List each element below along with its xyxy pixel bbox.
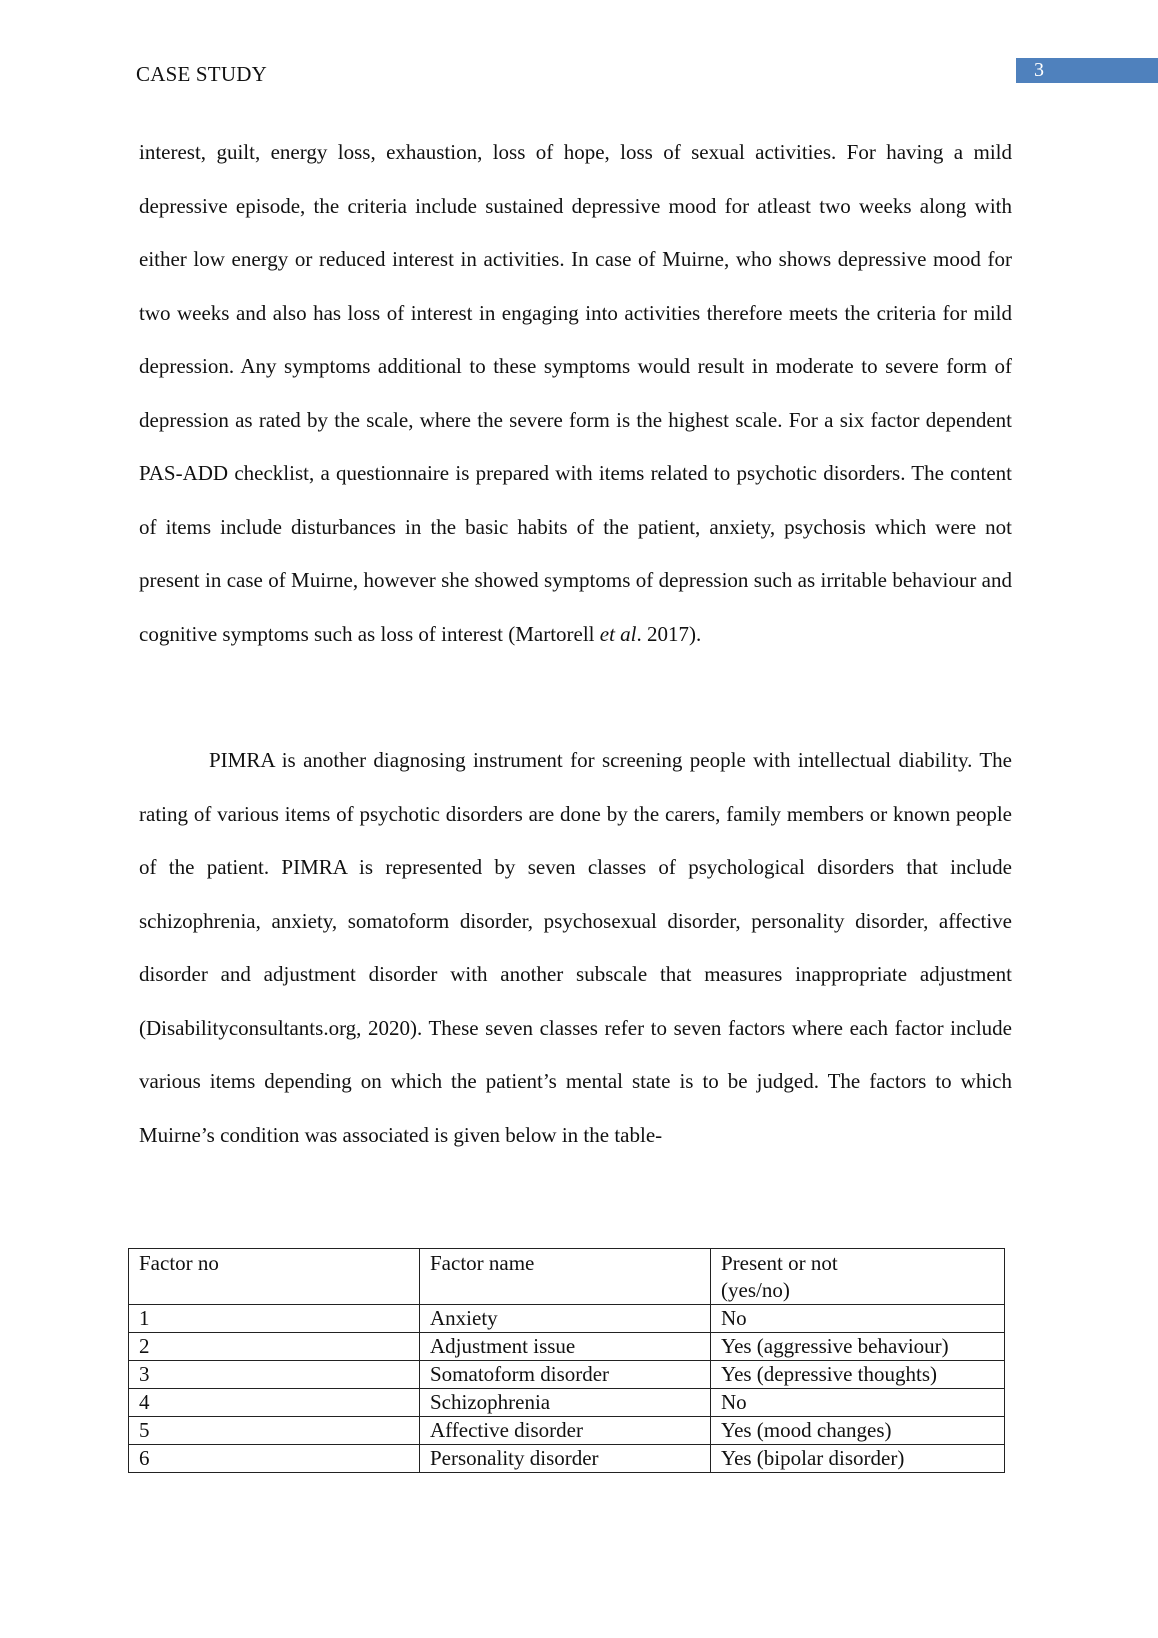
cell-present: Yes (mood changes) (711, 1417, 1005, 1445)
page-number-badge: 3 (1016, 58, 1158, 83)
cell-factor-no: 5 (129, 1417, 420, 1445)
paragraph-1-end: . 2017). (636, 621, 702, 646)
cell-factor-name: Personality disorder (420, 1445, 711, 1473)
cell-factor-no: 2 (129, 1333, 420, 1361)
header-factor-no: Factor no (129, 1249, 420, 1305)
table-row (129, 1417, 1005, 1445)
running-header-title: CASE STUDY (136, 62, 267, 86)
cell-factor-no: 6 (129, 1445, 420, 1473)
table-row (129, 1305, 1005, 1333)
cell-factor-no: 4 (129, 1389, 420, 1417)
cell-factor-name: Affective disorder (420, 1417, 711, 1445)
body-paragraph-2: PIMRA is another diagnosing instrument for screening people with intellectual diability. The rating of various items of psychotic disorders are done by the carers, family members or known people of the patient. PIMRA is represented by seven classes of psychological disorders that include schizophrenia, anxiety, somatoform disorder, psychosexual disorder, personality disorder, affective disorder and adjustment disorder with another subscale that measures inappropriate adjustment (Disabilityconsultants.org, 2020). These seven classes refer to seven factors where each factor include various items depending on which the patient’s mental state is to be judged. The factors to which Muirne’s condition was associated is given below in the table- (139, 748, 1012, 1147)
cell-factor-no: 1 (129, 1305, 420, 1333)
factor-table (128, 1248, 1005, 1473)
cell-factor-name: Anxiety (420, 1305, 711, 1333)
cell-present: Yes (aggressive behaviour) (711, 1333, 1005, 1361)
header-present (711, 1249, 1005, 1305)
cell-present: Yes (depressive thoughts) (711, 1361, 1005, 1389)
cell-present: No (711, 1305, 1005, 1333)
table-row (129, 1333, 1005, 1361)
cell-present: No (711, 1389, 1005, 1417)
header-present-line1: Present or not (721, 1251, 838, 1275)
citation-et-al: et al (599, 621, 637, 646)
cell-present: Yes (bipolar disorder) (711, 1445, 1005, 1473)
table-row (129, 1389, 1005, 1417)
header-present-line2: (yes/no) (721, 1278, 790, 1302)
body-paragraph-1 (139, 126, 1012, 661)
cell-factor-name: Schizophrenia (420, 1389, 711, 1417)
table-header-row (129, 1249, 1005, 1305)
table-row (129, 1361, 1005, 1389)
paragraph-1-text: interest, guilt, energy loss, exhaustion, loss of hope, loss of sexual activities. For having a mild depressive episode, the criteria include sustained depressive mood for atleast two weeks along with either low energy or reduced interest in activities. In case of Muirne, who shows depressive mood for two weeks and also has loss of interest in engaging into activities therefore meets the criteria for mild depression. Any symptoms additional to these symptoms would result in moderate to severe form of depression as rated by the scale, where the severe form is the highest scale. For a six factor dependent PAS-ADD checklist, a questionnaire is prepared with items related to psychotic disorders. The content of items include disturbances in the basic habits of the patient, anxiety, psychosis which were not present in case of Muirne, however she showed symptoms of depression such as irritable behaviour and cognitive symptoms such as loss of interest (Martorell (139, 140, 1012, 646)
cell-factor-name: Somatoform disorder (420, 1361, 711, 1389)
table-row (129, 1445, 1005, 1473)
cell-factor-no: 3 (129, 1361, 420, 1389)
header-factor-name: Factor name (420, 1249, 711, 1305)
cell-factor-name: Adjustment issue (420, 1333, 711, 1361)
